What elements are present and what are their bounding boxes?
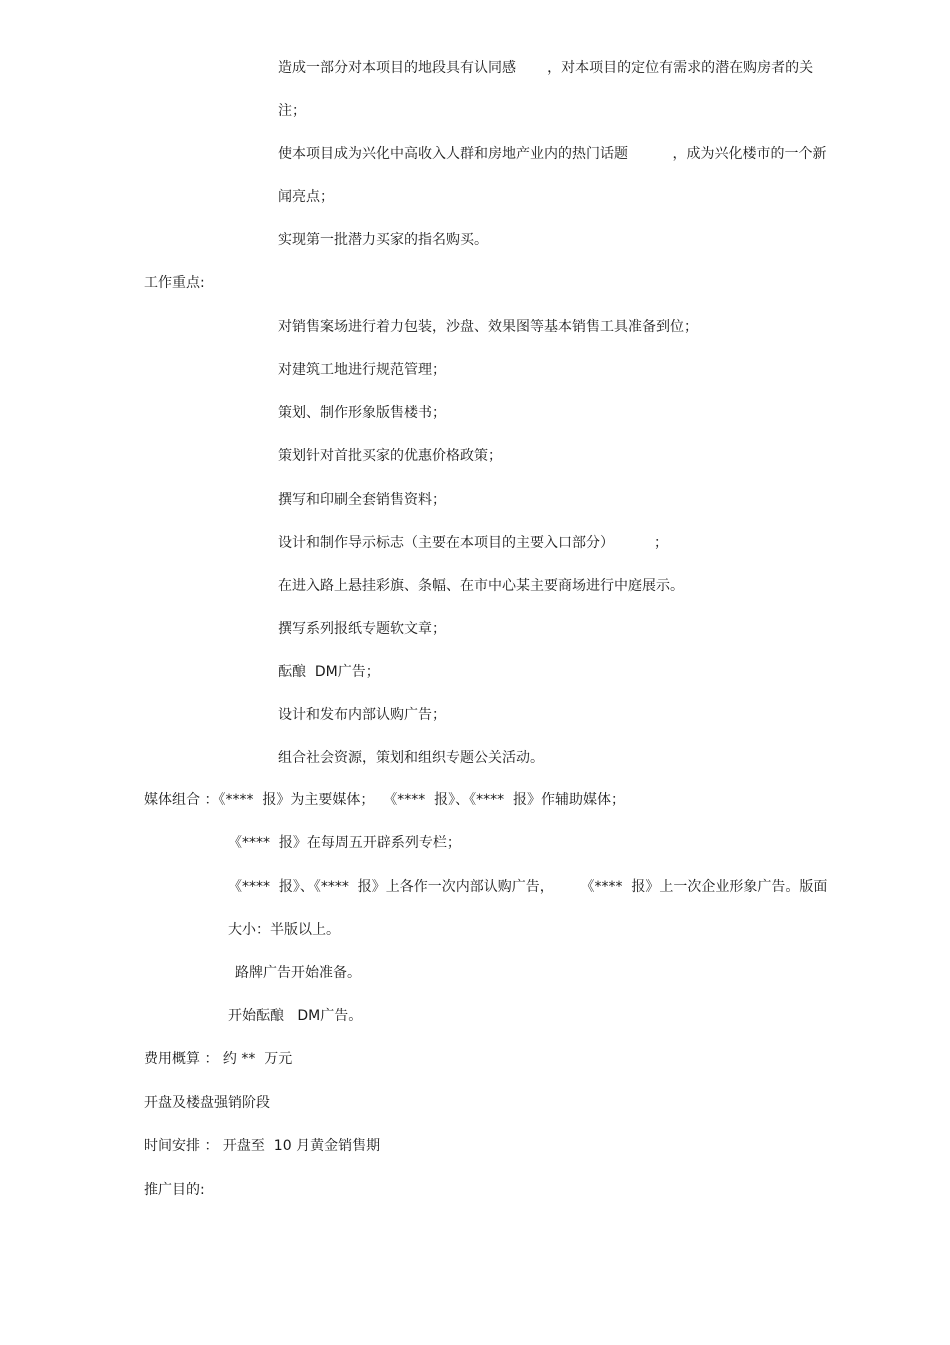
goal-line-3: 实现第一批潜力买家的指名购买。 — [278, 232, 488, 248]
promotion-goal-heading: 推广目的: — [144, 1182, 205, 1198]
budget-line: 费用概算 ： 约 ** 万元 — [144, 1051, 293, 1067]
media-item-cont: 大小：半版以上。 — [228, 922, 340, 938]
work-item: 对销售案场进行着力包装，沙盘、效果图等基本销售工具准备到位； — [278, 319, 698, 335]
goal-line-2: 使本项目成为兴化中高收入人群和房地产业内的热门话题 ，成为兴化楼市的一个新 — [278, 146, 827, 162]
work-item: 策划、制作形象版售楼书； — [278, 405, 446, 421]
media-item: 开始酝酿 DM广告。 — [228, 1008, 363, 1024]
work-item: 组合社会资源，策划和组织专题公关活动。 — [278, 750, 544, 766]
media-item: 路牌广告开始准备。 — [235, 965, 361, 981]
media-mix-line: 媒体组合 ：《**** 报》为主要媒体； 《**** 报》、《**** 报》作辅助媒体； — [144, 792, 626, 808]
goal-line-1: 造成一部分对本项目的地段具有认同感 ，对本项目的定位有需求的潜在购房者的关 — [278, 60, 814, 76]
goal-line-2-cont: 闻亮点； — [278, 189, 334, 205]
phase-heading: 开盘及楼盘强销阶段 — [144, 1095, 270, 1111]
work-item: 撰写系列报纸专题软文章； — [278, 621, 446, 637]
work-item: 设计和制作导示标志（主要在本项目的主要入口部分） ； — [278, 535, 669, 551]
goal-line-1-cont: 注； — [278, 103, 306, 119]
work-item: 酝酿 DM广告； — [278, 664, 380, 680]
media-item: 《**** 报》在每周五开辟系列专栏； — [228, 835, 461, 851]
media-item: 《**** 报》、《**** 报》上各作一次内部认购广告， 《**** 报》上一次企业形象广告。版面 — [228, 879, 828, 895]
work-item: 在进入路上悬挂彩旗、条幅、在市中心某主要商场进行中庭展示。 — [278, 578, 684, 594]
work-item: 设计和发布内部认购广告； — [278, 707, 446, 723]
work-item: 策划针对首批买家的优惠价格政策； — [278, 448, 502, 464]
section-heading-work-focus: 工作重点: — [144, 275, 205, 291]
work-item: 撰写和印刷全套销售资料； — [278, 492, 446, 508]
work-item: 对建筑工地进行规范管理； — [278, 362, 446, 378]
schedule-line: 时间安排 ： 开盘至 10 月黄金销售期 — [144, 1138, 381, 1154]
